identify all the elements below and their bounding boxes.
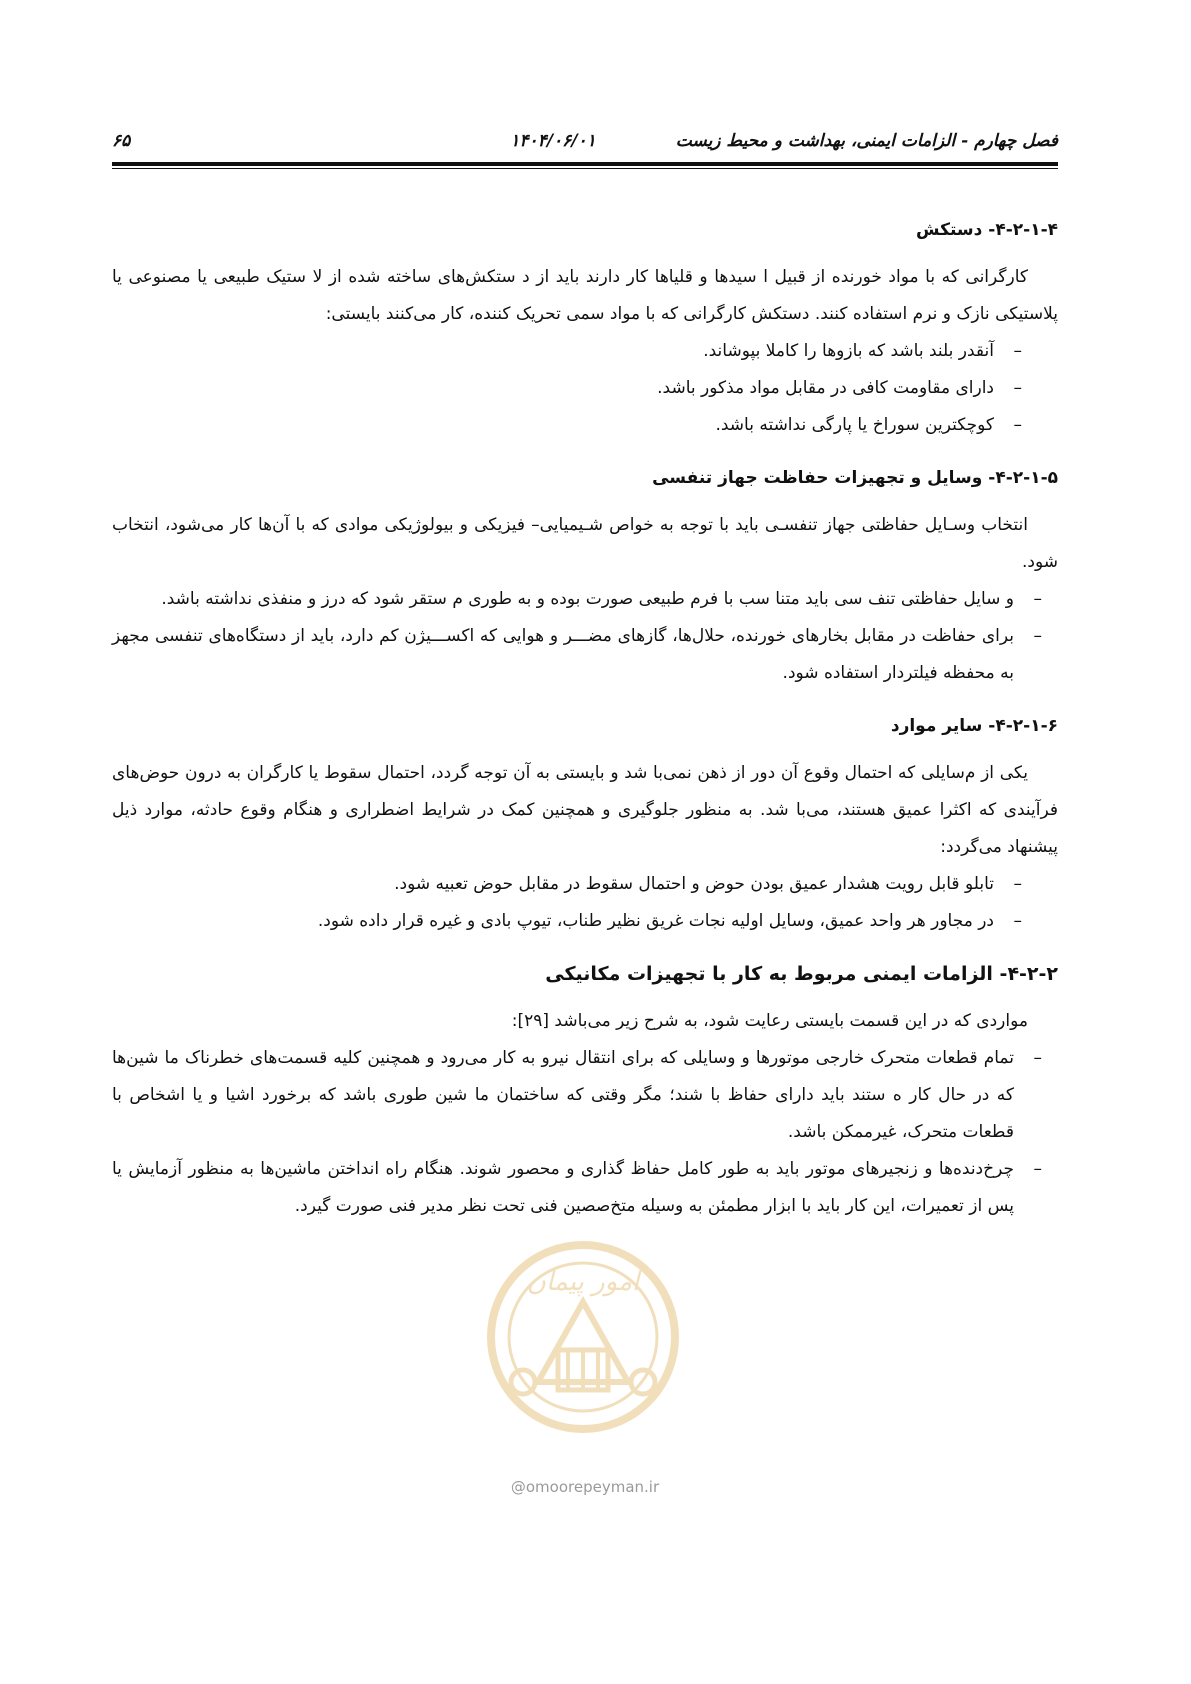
publication-date: ۱۴۰۴/۰۶/۰۱ (510, 131, 596, 151)
section-heading-mechanical: ۴-۲-۲- الزامات ایمنی مربوط به کار با تجهیزات مکانیکی (545, 963, 1058, 985)
list-item (112, 866, 1058, 903)
dash-bullet-icon: – (1033, 1048, 1042, 1068)
watermark-url: @omoorepeyman.ir (510, 1478, 660, 1496)
section-gap (112, 444, 1058, 460)
list-item (112, 1040, 1058, 1151)
bullet-list-respiratory (112, 581, 1058, 692)
list-item-text: تابلو قابل رویت هشدار عمیق بودن حوض و احتمال سقوط در مقابل حوض تعبیه شود. (394, 874, 994, 894)
list-item (112, 618, 1058, 692)
paragraph-gloves: کارگرانی که با مواد خورنده از قبیل ا سیدها و قلیاها کار دارند باید از د ستکش‌های ساخته شده از لا ستیک طبیعی یا مصنوعی یا پلاستیکی نازک و نرم استفاده کنند. دستکش کارگرانی که با مواد سمی تحریک کننده، کار می‌کنند بایستی: (112, 267, 1058, 324)
watermark-logo-icon (478, 1232, 688, 1472)
list-item (112, 333, 1058, 370)
section-heading-other: ۴-۲-۱-۶- سایر موارد (890, 716, 1058, 736)
paragraph-other: یکی از م‌سایلی که احتمال وقوع آن دور از ذهن نمی‌با شد و بایستی به آن توجه گردد، احتمال سقوط یا کارگران به درون حوض‌های فرآیندی که اکثرا عمیق هستند، می‌با شد. به منظور جلوگیری و همچنین کمک در شرایط اضطراری و هنگام وقوع حادثه، موارد ذیل پیشنهاد می‌گردد: (112, 763, 1058, 857)
section-heading-gloves: ۴-۲-۱-۴- دستکش (916, 220, 1058, 240)
watermark-logo-text: امور پیمان (526, 1267, 640, 1297)
dash-bullet-icon: – (1013, 341, 1022, 361)
list-item-text: برای حفاظت در مقابل بخارهای خورنده، حلال‌ها، گازهای مضـــر و هوایی که اکســـیژن کم دارد، باید از دستگاه‌های تنفسی مجهز به محفظه فیلتردار استفاده شود. (112, 626, 1014, 683)
header-rule (112, 162, 1058, 166)
list-item (112, 407, 1058, 444)
list-item-text: دارای مقاومت کافی در مقابل مواد مذکور باشد. (657, 378, 994, 398)
bullet-list-gloves (112, 333, 1058, 444)
list-item-text: تمام قطعات متحرک خارجی موتورها و وسایلی که برای انتقال نیرو به کار می‌رود و همچنین کلیه قسمت‌های خطرناک ما شین‌ها که در حال کار ه ستند باید دارای حفاظ با شند؛ مگر وقتی که ساختمان ما شین طوری باشد که برخورد اشیا و یا اشخاص با قطعات متحرک، غیرممکن باشد. (112, 1048, 1014, 1142)
list-item-text: و سایل حفاظتی تنف سی باید متنا سب با فرم طبیعی صورت بوده و به طوری م ستقر شود که درز و منفذی نداشته باشد. (161, 589, 1014, 609)
list-item (112, 581, 1058, 618)
dash-bullet-icon: – (1033, 589, 1042, 609)
page-header (112, 124, 1058, 158)
header-rule-thin (112, 168, 1058, 169)
list-item (112, 1151, 1058, 1225)
section-gap (112, 692, 1058, 708)
chapter-title: فصل چهارم - الزامات ایمنی، بهداشت و محیط زیست (675, 131, 1058, 151)
paragraph-mechanical: مواردی که در این قسمت بایستی رعایت شود، به شرح زیر می‌باشد [۲۹]: (511, 1011, 1028, 1031)
document-body (112, 212, 1058, 1225)
list-item (112, 370, 1058, 407)
bullet-list-mechanical (112, 1040, 1058, 1225)
dash-bullet-icon: – (1033, 1159, 1042, 1179)
section-gap (112, 940, 1058, 956)
list-item-text: کوچکترین سوراخ یا پارگی نداشته باشد. (715, 415, 994, 435)
dash-bullet-icon: – (1013, 874, 1022, 894)
dash-bullet-icon: – (1013, 378, 1022, 398)
dash-bullet-icon: – (1033, 626, 1042, 646)
section-heading-respiratory: ۴-۲-۱-۵- وسایل و تجهیزات حفاظت جهاز تنفسی (652, 468, 1058, 488)
dash-bullet-icon: – (1013, 415, 1022, 435)
page-number: ۶۵ (112, 131, 131, 151)
paragraph-respiratory: انتخاب وسـایل حفاظتی جهاز تنفسـی باید با توجه به خواص شـیمیایی– فیزیکی و بیولوژیکی موادی که با آن‌ها کار می‌شود، انتخاب شود. (112, 515, 1058, 572)
list-item (112, 903, 1058, 940)
bullet-list-other (112, 866, 1058, 940)
list-item-text: در مجاور هر واحد عمیق، وسایل اولیه نجات غریق نظیر طناب، تیوپ بادی و غیره قرار داده شود. (317, 911, 994, 931)
list-item-text: چرخ‌دنده‌ها و زنجیرهای موتور باید به طور کامل حفاظ گذاری و محصور شوند. هنگام راه انداختن ماشین‌ها به منظور آزمایش یا پس از تعمیرات، این کار باید با ابزار مطمئن به وسیله متخ‌صصین فنی تحت نظر مدیر فنی صورت گیرد. (112, 1159, 1014, 1216)
dash-bullet-icon: – (1013, 911, 1022, 931)
list-item-text: آنقدر بلند باشد که بازوها را کاملا بپوشاند. (703, 341, 994, 361)
